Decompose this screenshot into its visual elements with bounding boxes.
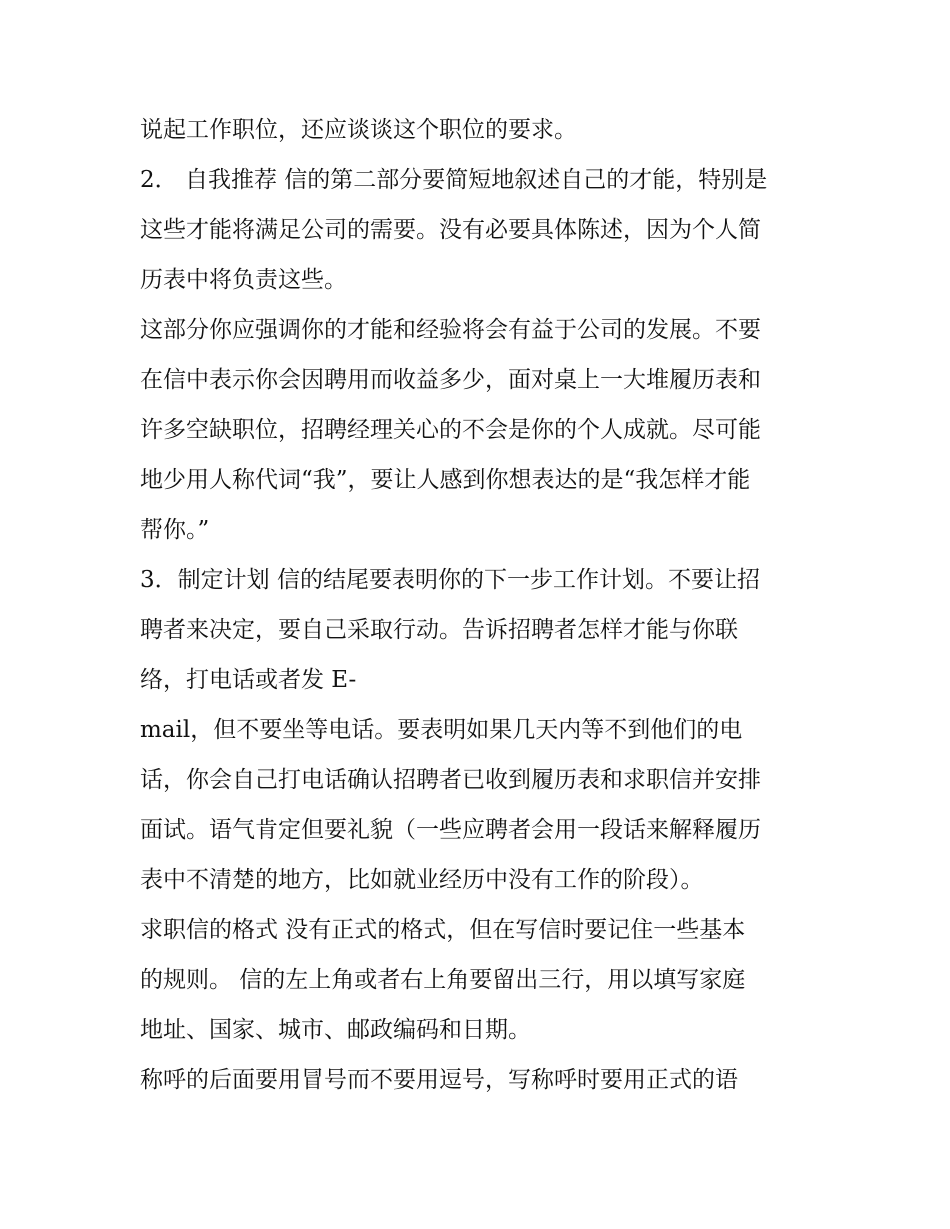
text-line: 许多空缺职位，招聘经理关心的不会是你的个人成就。尽可能 xyxy=(140,417,761,443)
text-line: 帮你。” xyxy=(140,517,210,543)
document-body xyxy=(140,105,820,1105)
text-line: 求职信的格式 没有正式的格式，但在写信时要记住一些基本 xyxy=(140,917,746,943)
text-line: 地址、国家、城市、邮政编码和日期。 xyxy=(140,1017,531,1043)
text-line: 面试。语气肯定但要礼貌（一些应聘者会用一段话来解释履历 xyxy=(140,817,761,843)
text-line: 称呼的后面要用冒号而不要用逗号，写称呼时要用正式的语 xyxy=(140,1067,738,1093)
text-line: 这部分你应强调你的才能和经验将会有益于公司的发展。不要 xyxy=(140,317,761,343)
text-line: 2． 自我推荐 信的第二部分要简短地叙述自己的才能，特别是 xyxy=(140,167,768,193)
text-line: 3．制定计划 信的结尾要表明你的下一步工作计划。不要让招 xyxy=(140,567,760,593)
text-line: 的规则。 信的左上角或者右上角要留出三行，用以填写家庭 xyxy=(140,967,746,993)
text-line: 话，你会自己打电话确认招聘者已收到履历表和求职信并安排 xyxy=(140,767,761,793)
text-line: 聘者来决定，要自己采取行动。告诉招聘者怎样才能与你联 xyxy=(140,617,738,643)
text-line: 络，打电话或者发 E- xyxy=(140,667,357,693)
text-line: 地少用人称代词“我”，要让人感到你想表达的是“我怎样才能 xyxy=(140,467,751,493)
text-line: 在信中表示你会因聘用而收益多少，面对桌上一大堆履历表和 xyxy=(140,367,761,393)
text-line: 这些才能将满足公司的需要。没有必要具体陈述，因为个人简 xyxy=(140,217,761,243)
text-line: 表中不清楚的地方，比如就业经历中没有工作的阶段）。 xyxy=(140,867,704,893)
text-line: 历表中将负责这些。 xyxy=(140,267,347,293)
text-line: 说起工作职位，还应谈谈这个职位的要求。 xyxy=(140,117,577,143)
text-line: mail，但不要坐等电话。要表明如果几天内等不到他们的电 xyxy=(140,717,743,743)
